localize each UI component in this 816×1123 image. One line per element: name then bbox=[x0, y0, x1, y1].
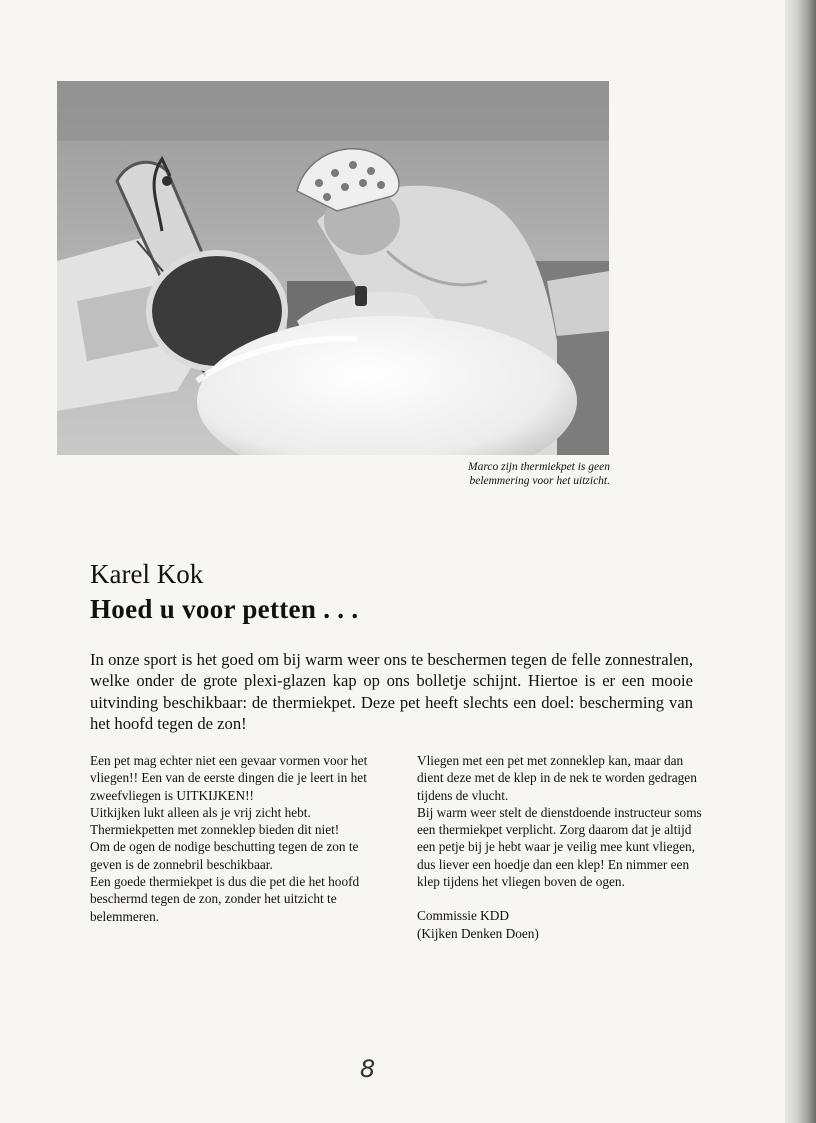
paragraph: Een pet mag echter niet een gevaar vormen voor het vliegen!! Een van de eerste dingen die je leert in het zweefvliegen is UITKIJKEN!! bbox=[90, 753, 368, 803]
paragraph: Uitkijken lukt alleen als je vrij zicht hebt. Thermiekpetten met zonneklep bieden dit niet! bbox=[90, 804, 340, 838]
article-author: Karel Kok bbox=[90, 559, 204, 589]
page-edge-shadow bbox=[785, 0, 816, 1123]
article-photo bbox=[57, 81, 609, 455]
signature-subline: (Kijken Denken Doen) bbox=[417, 925, 539, 941]
photo-caption: Marco zijn thermiekpet is geen belemmering voor het uitzicht. bbox=[467, 461, 610, 487]
article-intro: In onze sport is het goed om bij warm weer ons te beschermen tegen de felle zonnestralen, welke onder de grote plexi-glazen kap op ons bolletje schijnt. Hiertoe is er een mooie uitvinding beschikbaar: de thermiekpet. Deze pet heeft slechts een doel: bescherming van het hoofd tegen de zon! bbox=[90, 650, 693, 734]
glider-cockpit-photo bbox=[57, 81, 609, 455]
right-column bbox=[417, 752, 707, 942]
signature-line: Commissie KDD bbox=[417, 908, 509, 924]
page-number: 8 bbox=[360, 1055, 376, 1083]
left-column bbox=[90, 752, 390, 925]
paragraph: Een goede thermiekpet is dus die pet die het hoofd beschermd tegen de zon, zonder het uitzicht te belemmeren. bbox=[90, 874, 360, 924]
article-title: Hoed u voor petten . . . bbox=[90, 594, 359, 624]
paragraph: Bij warm weer stelt de dienstdoende instructeur soms een thermiekpet verplicht. Zorg daarom dat je altijd een petje bij je hebt waar je veilig mee kunt vliegen, dus liever een hoedje dan een klep! En nimmer een klep tijdens het vliegen boven de ogen. bbox=[417, 804, 702, 890]
paragraph: Vliegen met een pet met zonneklep kan, maar dan dient deze met de klep in de nek te worden gedragen tijdens de vlucht. bbox=[417, 753, 697, 803]
paragraph: Om de ogen de nodige beschutting tegen de zon te geven is de zonnebril beschikbaar. bbox=[90, 839, 359, 872]
